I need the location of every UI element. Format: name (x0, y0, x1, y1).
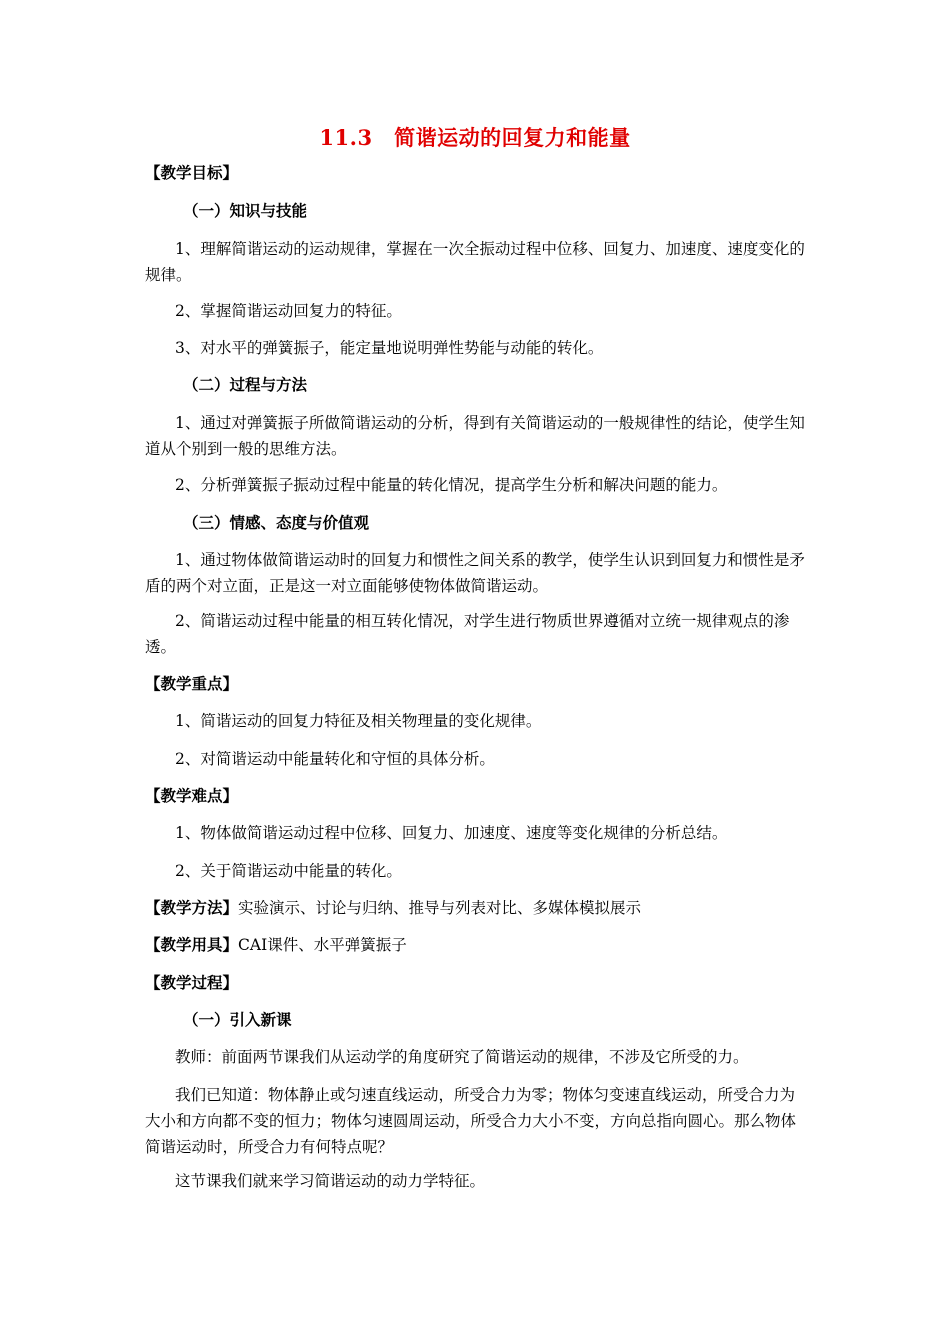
paragraph: 我们已知道：物体静止或匀速直线运动，所受合力为零；物体匀变速直线运动，所受合力为大小和方向都不变的恒力；物体匀速圆周运动，所受合力大小不变，方向总指向圆心。那么物体简谐运动时，所受合力有何特点呢？ (145, 1086, 797, 1156)
teaching-methods-label: 【教学方法】 (145, 898, 239, 917)
teaching-tools-label: 【教学用具】 (145, 935, 239, 954)
paragraph: 2、关于简谐运动中能量的转化。 (175, 862, 402, 880)
subheading-knowledge: （一）知识与技能 (183, 201, 308, 220)
paragraph: 1、通过对弹簧振子所做简谐运动的分析，得到有关简谐运动的一般规律性的结论，使学生知道从个别到一般的思维方法。 (145, 414, 805, 458)
teaching-methods-text: 实验演示、讨论与归纳、推导与列表对比、多媒体模拟展示 (238, 899, 642, 917)
paragraph: 2、掌握简谐运动回复力的特征。 (175, 302, 402, 320)
page-title: 11.3 简谐运动的回复力和能量 (319, 125, 631, 150)
paragraph: 1、物体做简谐运动过程中位移、回复力、加速度、速度等变化规律的分析总结。 (175, 824, 728, 842)
section-heading-difficulties: 【教学难点】 (145, 786, 239, 805)
teaching-methods (145, 895, 810, 921)
paragraph: 2、对简谐运动中能量转化和守恒的具体分析。 (175, 750, 495, 768)
section-heading-objectives: 【教学目标】 (145, 163, 239, 182)
subheading-process: （二）过程与方法 (183, 375, 308, 394)
paragraph: 2、简谐运动过程中能量的相互转化情况，对学生进行物质世界遵循对立统一规律观点的渗透。 (145, 612, 790, 656)
teaching-tools (145, 932, 810, 958)
paragraph: 1、简谐运动的回复力特征及相关物理量的变化规律。 (175, 712, 542, 730)
paragraph: 教师：前面两节课我们从运动学的角度研究了简谐运动的规律，不涉及它所受的力。 (175, 1048, 749, 1066)
paragraph: 1、理解简谐运动的运动规律，掌握在一次全振动过程中位移、回复力、加速度、速度变化的规律。 (145, 240, 805, 284)
paragraph: 2、分析弹簧振子振动过程中能量的转化情况，提高学生分析和解决问题的能力。 (175, 476, 728, 494)
paragraph: 这节课我们就来学习简谐运动的动力学特征。 (175, 1172, 486, 1190)
paragraph: 3、对水平的弹簧振子，能定量地说明弹性势能与动能的转化。 (175, 339, 604, 357)
teaching-tools-text: CAI课件、水平弹簧振子 (238, 936, 407, 954)
paragraph: 1、通过物体做简谐运动时的回复力和惯性之间关系的教学，使学生认识到回复力和惯性是矛盾的两个对立面，正是这一对立面能够使物体做简谐运动。 (145, 551, 805, 595)
subheading-attitude: （三）情感、态度与价值观 (183, 513, 370, 532)
section-heading-key-points: 【教学重点】 (145, 674, 239, 693)
section-heading-process: 【教学过程】 (145, 973, 239, 992)
subheading-introduction: （一）引入新课 (183, 1010, 292, 1029)
